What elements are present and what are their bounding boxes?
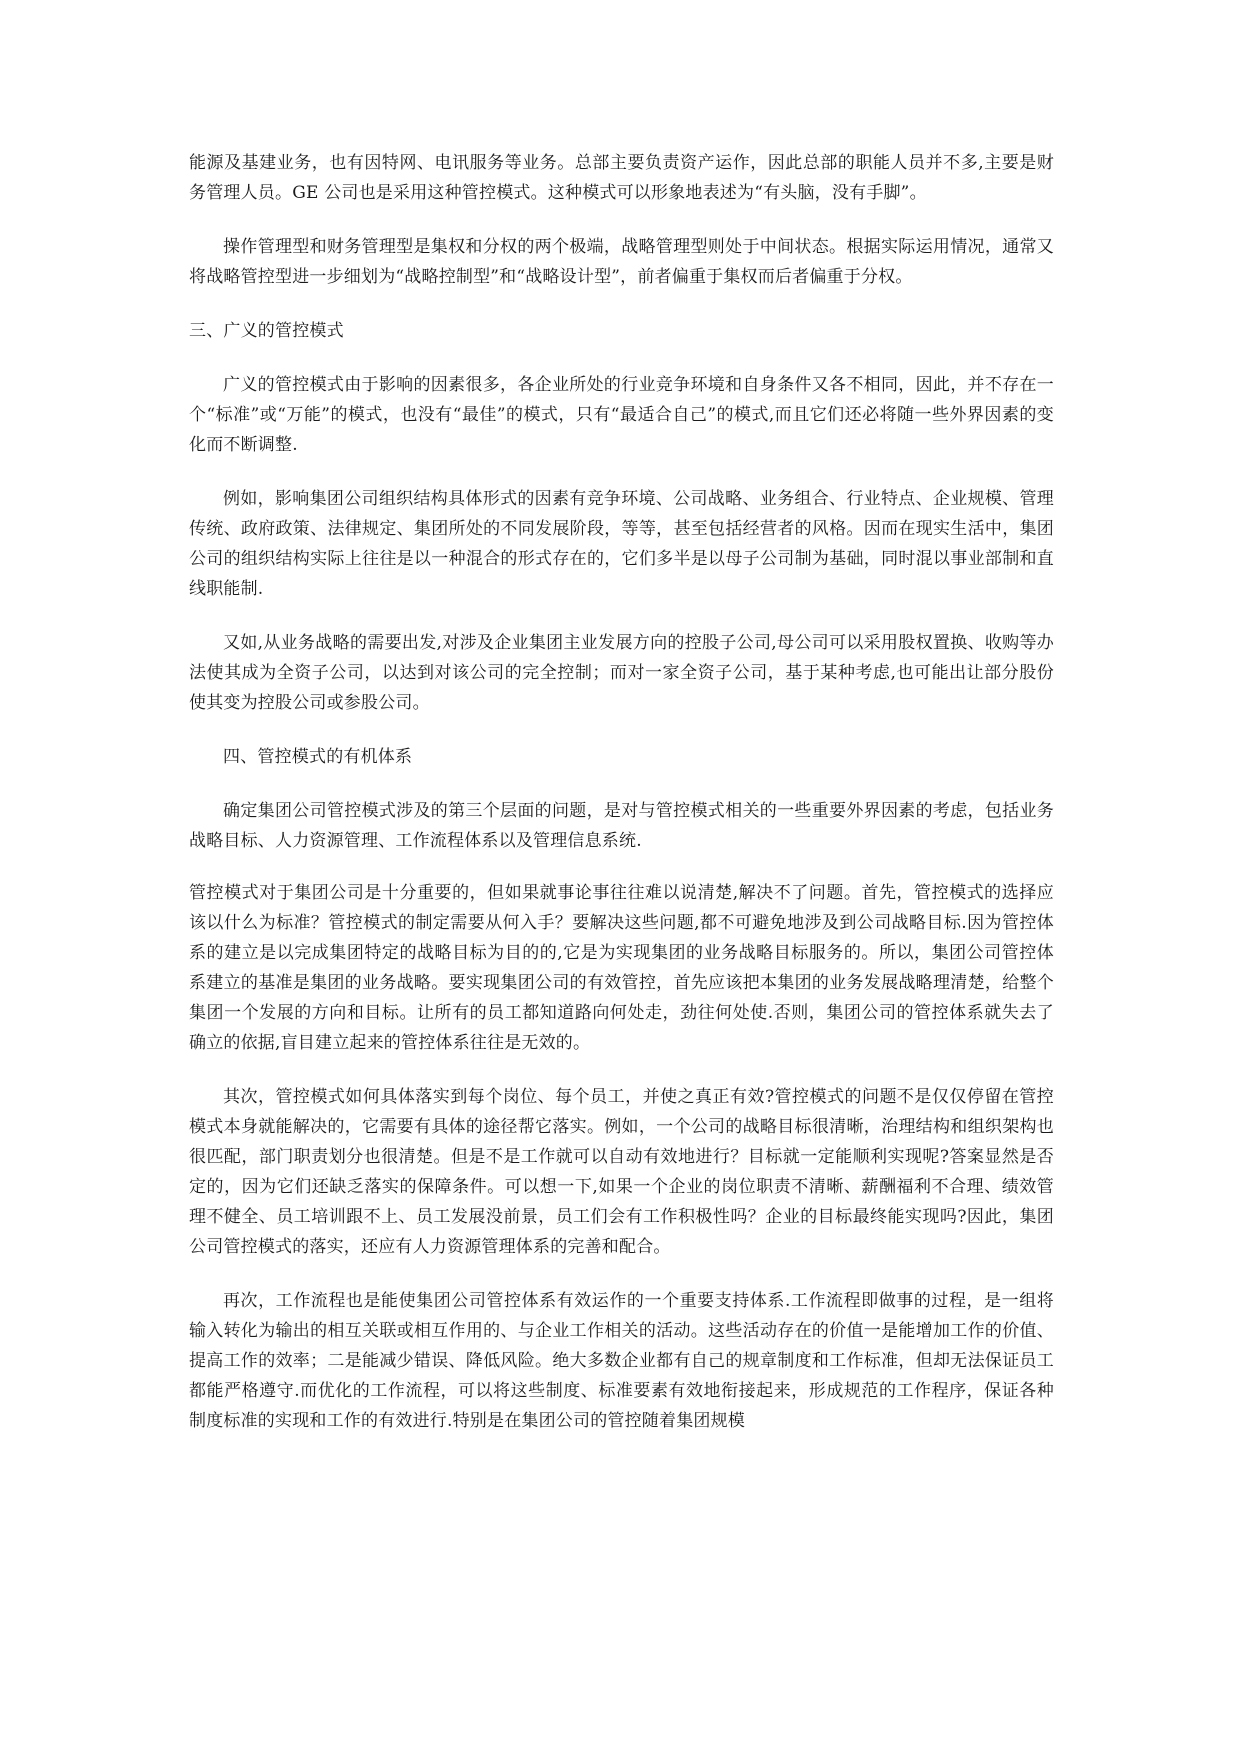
paragraph-hr-system: 其次，管控模式如何具体落实到每个岗位、每个员工，并使之真正有效?管控模式的问题不是仅仅停留在管控模式本身就能解决的，它需要有具体的途径帮它落实。例如，一个公司的战略目标很清晰，治理结构和组织架构也很匹配，部门职责划分也很清楚。但是不是工作就可以自动有效地进行？目标就一定能顺利实现呢?答案显然是否定的，因为它们还缺乏落实的保障条件。可以想一下,如果一个企业的岗位职责不清晰、薪酬福利不合理、绩效管理不健全、员工培训跟不上、员工发展没前景，员工们会有工作积极性吗？企业的目标最终能实现吗?因此，集团公司管控模式的落实，还应有人力资源管理体系的完善和配合。 <box>189 1087 1054 1257</box>
paragraph-broad-model: 广义的管控模式由于影响的因素很多，各企业所处的行业竞争环境和自身条件又各不相同，因此，并不存在一个“标准”或“万能”的模式，也没有“最佳”的模式，只有“最适合自己”的模式,而且它们还必将随一些外界因素的变化而不断调整. <box>189 375 1054 455</box>
paragraph-example-equity: 又如,从业务战略的需要出发,对涉及企业集团主业发展方向的控股子公司,母公司可以采用股权置换、收购等办法使其成为全资子公司，以达到对该公司的完全控制；而对一家全资子公司，基于某种考虑,也可能出让部分股份使其变为控股公司或参股公司。 <box>189 633 1054 713</box>
paragraph-control-extremes: 操作管理型和财务管理型是集权和分权的两个极端，战略管理型则处于中间状态。根据实际运用情况，通常又将战略管控型进一步细划为“战略控制型”和“战略设计型”，前者偏重于集权而后者偏重于分权。 <box>189 237 1054 287</box>
paragraph-workflow: 再次，工作流程也是能使集团公司管控体系有效运作的一个重要支持体系.工作流程即做事的过程，是一组将输入转化为输出的相互关联或相互作用的、与企业工作相关的活动。这些活动存在的价值一是能增加工作的价值、提高工作的效率；二是能减少错误、降低风险。绝大多数企业都有自己的规章制度和工作标准，但却无法保证员工都能严格遵守.而优化的工作流程，可以将这些制度、标准要素有效地衔接起来，形成规范的工作程序，保证各种制度标准的实现和工作的有效进行.特别是在集团公司的管控随着集团规模 <box>189 1291 1054 1431</box>
paragraph-example-structure: 例如，影响集团公司组织结构具体形式的因素有竞争环境、公司战略、业务组合、行业特点、企业规模、管理传统、政府政策、法律规定、集团所处的不同发展阶段，等等，甚至包括经营者的风格。因而在现实生活中，集团公司的组织结构实际上往往是以一种混合的形式存在的，它们多半是以母子公司制为基础，同时混以事业部制和直线职能制. <box>189 489 1054 599</box>
document-body <box>189 148 1054 1436</box>
section-heading-3: 三、广义的管控模式 <box>189 321 344 341</box>
section-heading-4: 四、管控模式的有机体系 <box>223 747 413 767</box>
paragraph-strategy-goal: 管控模式对于集团公司是十分重要的，但如果就事论事往往难以说清楚,解决不了问题。首先，管控模式的选择应该以什么为标准？管控模式的制定需要从何入手？要解决这些问题,都不可避免地涉及到公司战略目标.因为管控体系的建立是以完成集团特定的战略目标为目的的,它是为实现集团的业务战略目标服务的。所以，集团公司管控体系建立的基准是集团的业务战略。要实现集团公司的有效管控，首先应该把本集团的业务发展战略理清楚，给整个集团一个发展的方向和目标。让所有的员工都知道路向何处走，劲往何处使.否则，集团公司的管控体系就失去了确立的依据,盲目建立起来的管控体系往往是无效的。 <box>189 883 1054 1053</box>
paragraph-continuation: 能源及基建业务，也有因特网、电讯服务等业务。总部主要负责资产运作，因此总部的职能人员并不多,主要是财务管理人员。GE 公司也是采用这种管控模式。这种模式可以形象地表述为“有头脑，没有手脚”。 <box>189 153 1054 203</box>
paragraph-third-level: 确定集团公司管控模式涉及的第三个层面的问题，是对与管控模式相关的一些重要外界因素的考虑，包括业务战略目标、人力资源管理、工作流程体系以及管理信息系统. <box>189 801 1054 851</box>
